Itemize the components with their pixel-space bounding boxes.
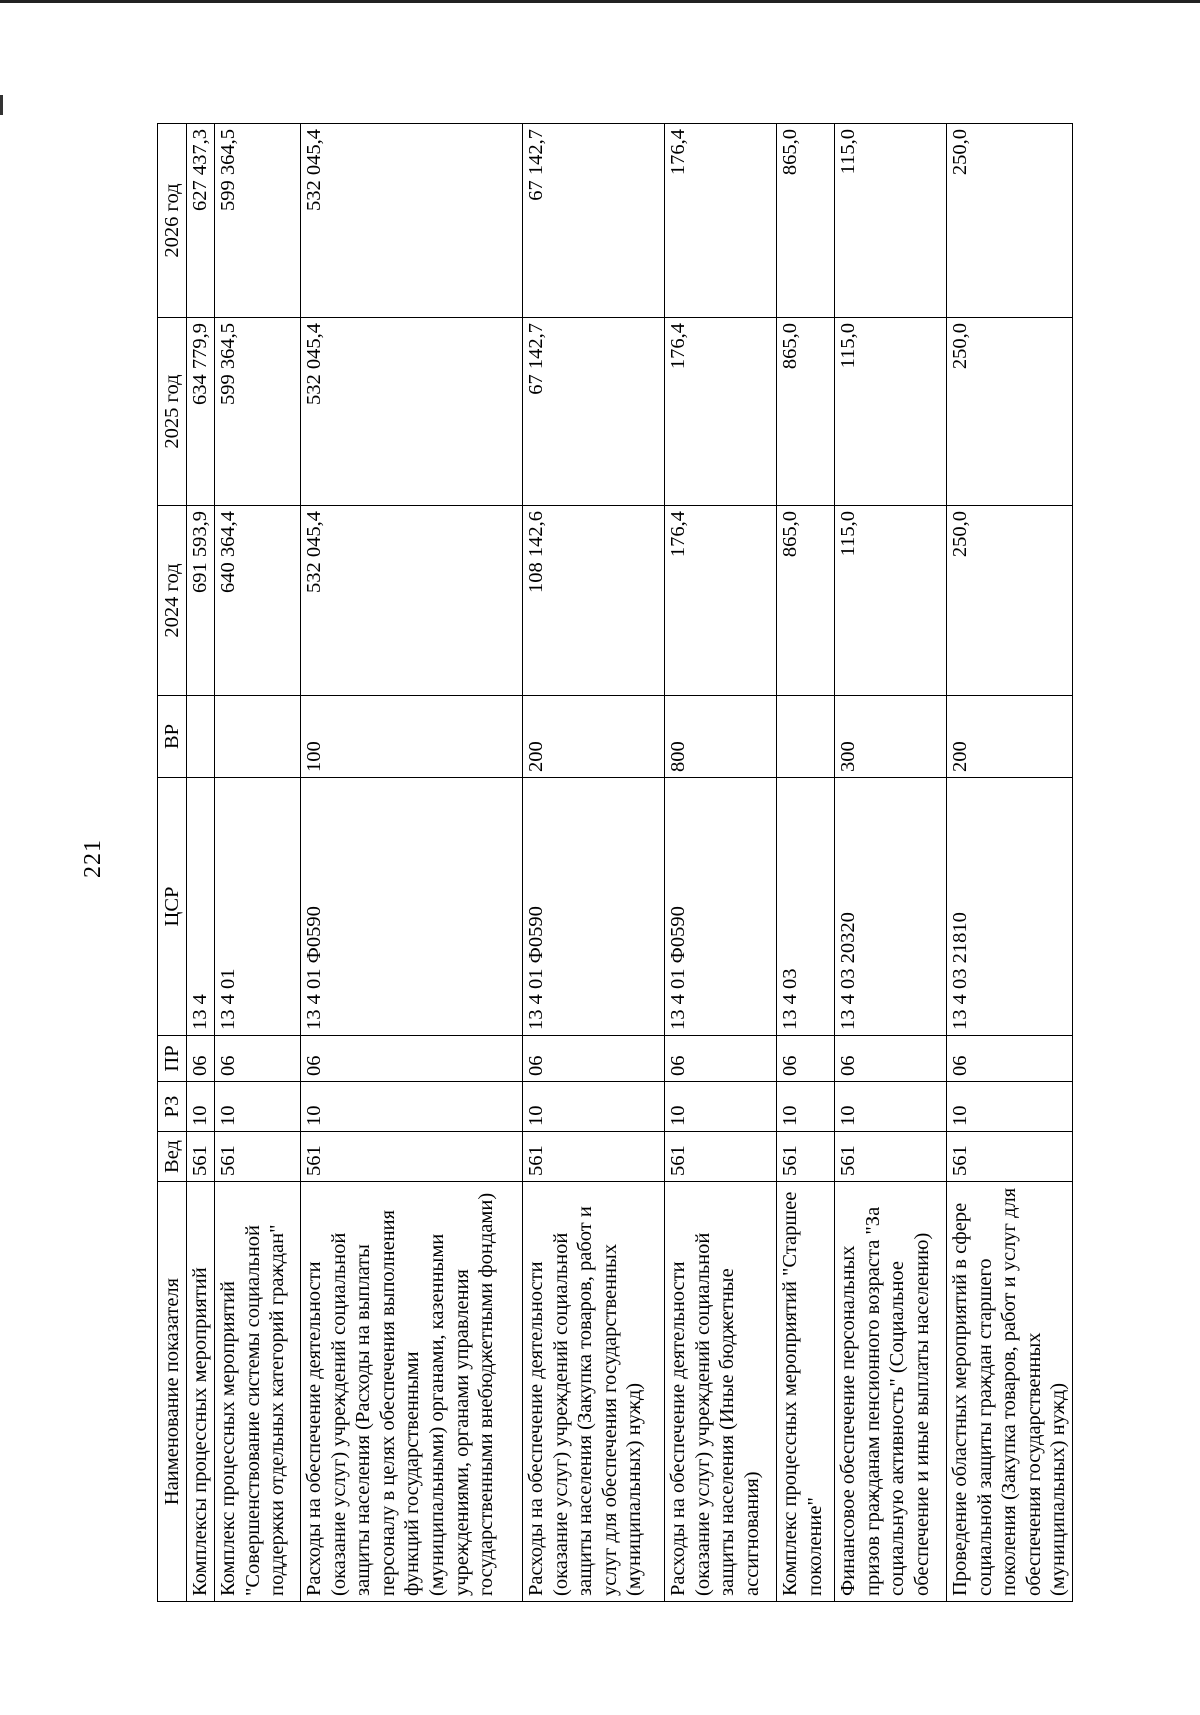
cell-ved: 561 xyxy=(777,1132,835,1182)
cell-rz: 10 xyxy=(187,1082,215,1132)
cell-pr: 06 xyxy=(777,1036,835,1082)
cell-rz: 10 xyxy=(777,1082,835,1132)
table-header-row xyxy=(158,124,187,1602)
cell-2024: 115,0 xyxy=(835,506,947,696)
cell-pr: 06 xyxy=(301,1036,523,1082)
cell-2026: 627 437,3 xyxy=(187,124,215,318)
cell-2024: 865,0 xyxy=(777,506,835,696)
header-rz: РЗ xyxy=(158,1082,187,1132)
cell-rz: 10 xyxy=(835,1082,947,1132)
cell-2026: 599 364,5 xyxy=(215,124,301,318)
cell-2026: 250,0 xyxy=(947,124,1073,318)
table-row xyxy=(301,124,523,1602)
cell-vr: 300 xyxy=(835,696,947,778)
cell-ved: 561 xyxy=(947,1132,1073,1182)
page-number: 221 xyxy=(80,839,106,878)
cell-csr: 13 4 03 21810 xyxy=(947,778,1073,1036)
cell-name: Расходы на обеспечение деятельности (оказание услуг) учреждений социальной защиты населения (Закупка товаров, работ и услуг для обеспечения государственных (муниципальных) нужд) xyxy=(523,1182,665,1602)
table-row xyxy=(835,124,947,1602)
cell-2025: 865,0 xyxy=(777,318,835,506)
cell-ved: 561 xyxy=(301,1132,523,1182)
cell-2025: 176,4 xyxy=(665,318,777,506)
table-row xyxy=(523,124,665,1602)
cell-ved: 561 xyxy=(835,1132,947,1182)
cell-rz: 10 xyxy=(215,1082,301,1132)
cell-2024: 691 593,9 xyxy=(187,506,215,696)
cell-name: Комплекс процессных мероприятий "Старшее поколение" xyxy=(777,1182,835,1602)
header-ved: Вед xyxy=(158,1132,187,1182)
cell-2026: 176,4 xyxy=(665,124,777,318)
cell-2024: 176,4 xyxy=(665,506,777,696)
scan-border-left xyxy=(0,95,3,115)
cell-rz: 10 xyxy=(947,1082,1073,1132)
table-row xyxy=(215,124,301,1602)
cell-ved: 561 xyxy=(665,1132,777,1182)
cell-ved: 561 xyxy=(187,1132,215,1182)
cell-2024: 640 364,4 xyxy=(215,506,301,696)
rotated-page xyxy=(157,124,1070,1602)
cell-pr: 06 xyxy=(947,1036,1073,1082)
header-csr: ЦСР xyxy=(158,778,187,1036)
cell-vr: 200 xyxy=(523,696,665,778)
cell-pr: 06 xyxy=(665,1036,777,1082)
cell-vr xyxy=(777,696,835,778)
scan-border-top xyxy=(0,0,1200,3)
cell-vr: 100 xyxy=(301,696,523,778)
cell-name: Комплекс процессных мероприятий "Совершенствование системы социальной поддержки отдельных категорий граждан" xyxy=(215,1182,301,1602)
cell-ved: 561 xyxy=(215,1132,301,1182)
cell-2026: 532 045,4 xyxy=(301,124,523,318)
cell-rz: 10 xyxy=(665,1082,777,1132)
cell-pr: 06 xyxy=(187,1036,215,1082)
header-2025: 2025 год xyxy=(158,318,187,506)
cell-vr: 800 xyxy=(665,696,777,778)
header-2026: 2026 год xyxy=(158,124,187,318)
cell-name: Расходы на обеспечение деятельности (оказание услуг) учреждений социальной защиты населения (Расходы на выплаты персоналу в целях обеспечения выполнения функций государственными (муниципальными) органами, казенными учреждениями, органами управления государственными внебюджетными фондами) xyxy=(301,1182,523,1602)
cell-vr xyxy=(187,696,215,778)
header-2024: 2024 год xyxy=(158,506,187,696)
cell-2026: 67 142,7 xyxy=(523,124,665,318)
table-row xyxy=(777,124,835,1602)
header-pr: ПР xyxy=(158,1036,187,1082)
cell-2025: 532 045,4 xyxy=(301,318,523,506)
cell-2025: 67 142,7 xyxy=(523,318,665,506)
cell-csr: 13 4 01 Ф0590 xyxy=(523,778,665,1036)
header-vr: ВР xyxy=(158,696,187,778)
cell-name: Комплексы процессных мероприятий xyxy=(187,1182,215,1602)
budget-table xyxy=(157,123,1073,1602)
cell-csr: 13 4 01 Ф0590 xyxy=(665,778,777,1036)
cell-csr: 13 4 01 Ф0590 xyxy=(301,778,523,1036)
cell-pr: 06 xyxy=(523,1036,665,1082)
table-row xyxy=(947,124,1073,1602)
cell-2025: 634 779,9 xyxy=(187,318,215,506)
cell-2025: 115,0 xyxy=(835,318,947,506)
cell-2024: 250,0 xyxy=(947,506,1073,696)
cell-name: Расходы на обеспечение деятельности (оказание услуг) учреждений социальной защиты населения (Иные бюджетные ассигнования) xyxy=(665,1182,777,1602)
header-name: Наименование показателя xyxy=(158,1182,187,1602)
cell-2026: 115,0 xyxy=(835,124,947,318)
cell-csr: 13 4 03 20320 xyxy=(835,778,947,1036)
cell-2026: 865,0 xyxy=(777,124,835,318)
cell-csr: 13 4 xyxy=(187,778,215,1036)
cell-rz: 10 xyxy=(301,1082,523,1132)
cell-csr: 13 4 03 xyxy=(777,778,835,1036)
cell-2024: 108 142,6 xyxy=(523,506,665,696)
cell-csr: 13 4 01 xyxy=(215,778,301,1036)
cell-rz: 10 xyxy=(523,1082,665,1132)
cell-pr: 06 xyxy=(835,1036,947,1082)
cell-2025: 599 364,5 xyxy=(215,318,301,506)
table-row xyxy=(187,124,215,1602)
cell-name: Проведение областных мероприятий в сфере социальной защиты граждан старшего поколения (Закупка товаров, работ и услуг для обеспечения государственных (муниципальных) нужд) xyxy=(947,1182,1073,1602)
cell-name: Финансовое обеспечение персональных призов гражданам пенсионного возраста "За социальную активность" (Социальное обеспечение и иные выплаты населению) xyxy=(835,1182,947,1602)
cell-vr xyxy=(215,696,301,778)
cell-2024: 532 045,4 xyxy=(301,506,523,696)
cell-2025: 250,0 xyxy=(947,318,1073,506)
cell-vr: 200 xyxy=(947,696,1073,778)
table-row xyxy=(665,124,777,1602)
cell-pr: 06 xyxy=(215,1036,301,1082)
cell-ved: 561 xyxy=(523,1132,665,1182)
